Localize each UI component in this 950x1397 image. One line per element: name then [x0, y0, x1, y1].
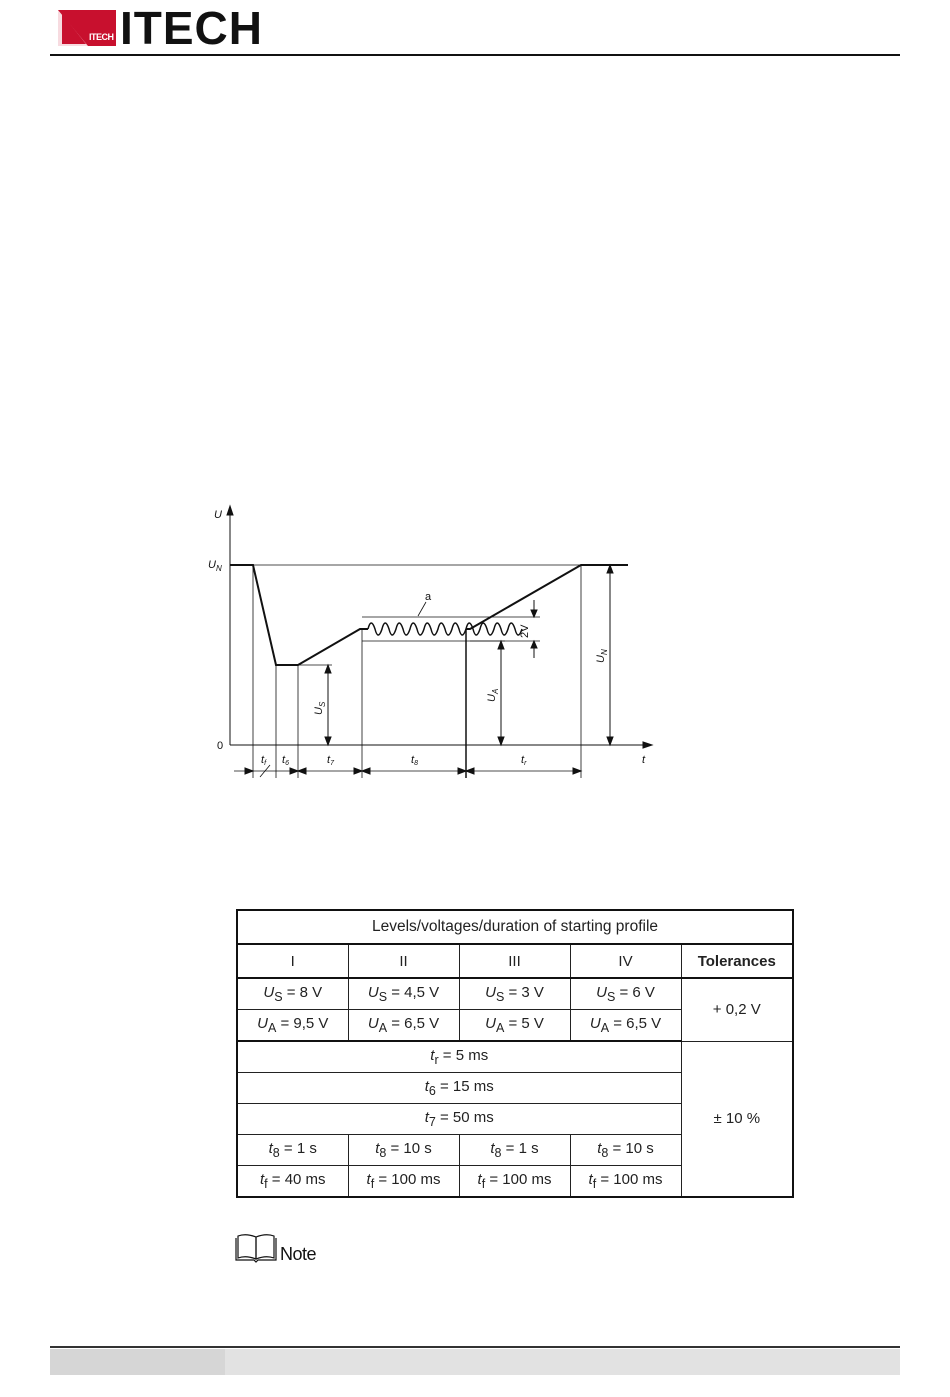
us-cell-iii: $U_S = 3$ V: [459, 978, 570, 1010]
voltage-tolerance: + 0,2 V: [681, 978, 793, 1041]
us-cell-ii: $U_S = 4,5$ V: [348, 978, 459, 1010]
t6-row: $t_6 = 15$ ms: [237, 1073, 681, 1104]
t6-label: t6: [282, 754, 289, 767]
ua-cell-ii: $U_A = 6,5$ V: [348, 1010, 459, 1042]
header-divider: [50, 54, 900, 56]
tf-cell-i: $t_f = 40$ ms: [237, 1166, 348, 1198]
annotation-a: a: [425, 591, 432, 603]
ripple-label: 2V: [519, 624, 531, 638]
logo-wordmark: ITECH: [120, 2, 263, 54]
footer-bar-left: [50, 1349, 225, 1375]
x-axis-arrow: [643, 742, 652, 748]
zero-label: 0: [217, 740, 224, 752]
table-title: Levels/voltages/duration of starting profile: [237, 910, 793, 944]
starting-profile-table: [236, 909, 792, 1198]
logo-badge-text: ITECH: [89, 32, 114, 42]
ripple-curve: [368, 623, 522, 635]
t7-row: $t_7 = 50$ ms: [237, 1104, 681, 1135]
col-header-iv: IV: [570, 944, 681, 978]
footer-bar: [50, 1349, 900, 1375]
footer-divider: [50, 1346, 900, 1348]
us-label: $U_S$: [313, 701, 327, 715]
itech-logo: [58, 2, 268, 54]
t8-cell-iv: $t_8 = 10$ s: [570, 1135, 681, 1166]
t8-cell-ii: $t_8 = 10$ s: [348, 1135, 459, 1166]
un-label: $U_N$: [208, 559, 222, 573]
col-header-tolerances: Tolerances: [681, 944, 793, 978]
diagram-svg: [200, 500, 670, 790]
book-icon: [234, 1232, 278, 1264]
tf-cell-iv: $t_f = 100$ ms: [570, 1166, 681, 1198]
col-header-i: I: [237, 944, 348, 978]
t7-label: t7: [327, 754, 334, 767]
ua-cell-i: $U_A = 9,5$ V: [237, 1010, 348, 1042]
us-cell-i: $U_S = 8$ V: [237, 978, 348, 1010]
profile-curve-end: [466, 565, 628, 629]
x-axis-label: t: [642, 754, 646, 766]
time-tolerance: ± 10 %: [681, 1041, 793, 1197]
col-header-iii: III: [459, 944, 570, 978]
note-label: Note: [280, 1244, 317, 1264]
us-cell-iv: $U_S = 6$ V: [570, 978, 681, 1010]
ua-label: $U_A$: [486, 688, 500, 702]
ua-cell-iv: $U_A = 6,5$ V: [570, 1010, 681, 1042]
tf-cell-iii: $t_f = 100$ ms: [459, 1166, 570, 1198]
t8-cell-i: $t_8 = 1$ s: [237, 1135, 348, 1166]
y-axis-label: U: [214, 509, 222, 521]
ua-cell-iii: $U_A = 5$ V: [459, 1010, 570, 1042]
t8-label: t8: [411, 754, 418, 767]
un-right-label: $U_N$: [595, 649, 609, 663]
starting-profile-diagram: [200, 500, 670, 790]
tr-row: $t_r = 5$ ms: [237, 1041, 681, 1073]
col-header-ii: II: [348, 944, 459, 978]
tf-label: tf: [261, 754, 267, 767]
annotation-leader: [418, 602, 426, 616]
y-axis-arrow: [227, 506, 233, 515]
profile-curve-start: [230, 565, 368, 665]
note-callout: [234, 1232, 354, 1266]
tr-label: tr: [521, 754, 527, 767]
tf-cell-ii: $t_f = 100$ ms: [348, 1166, 459, 1198]
t8-cell-iii: $t_8 = 1$ s: [459, 1135, 570, 1166]
